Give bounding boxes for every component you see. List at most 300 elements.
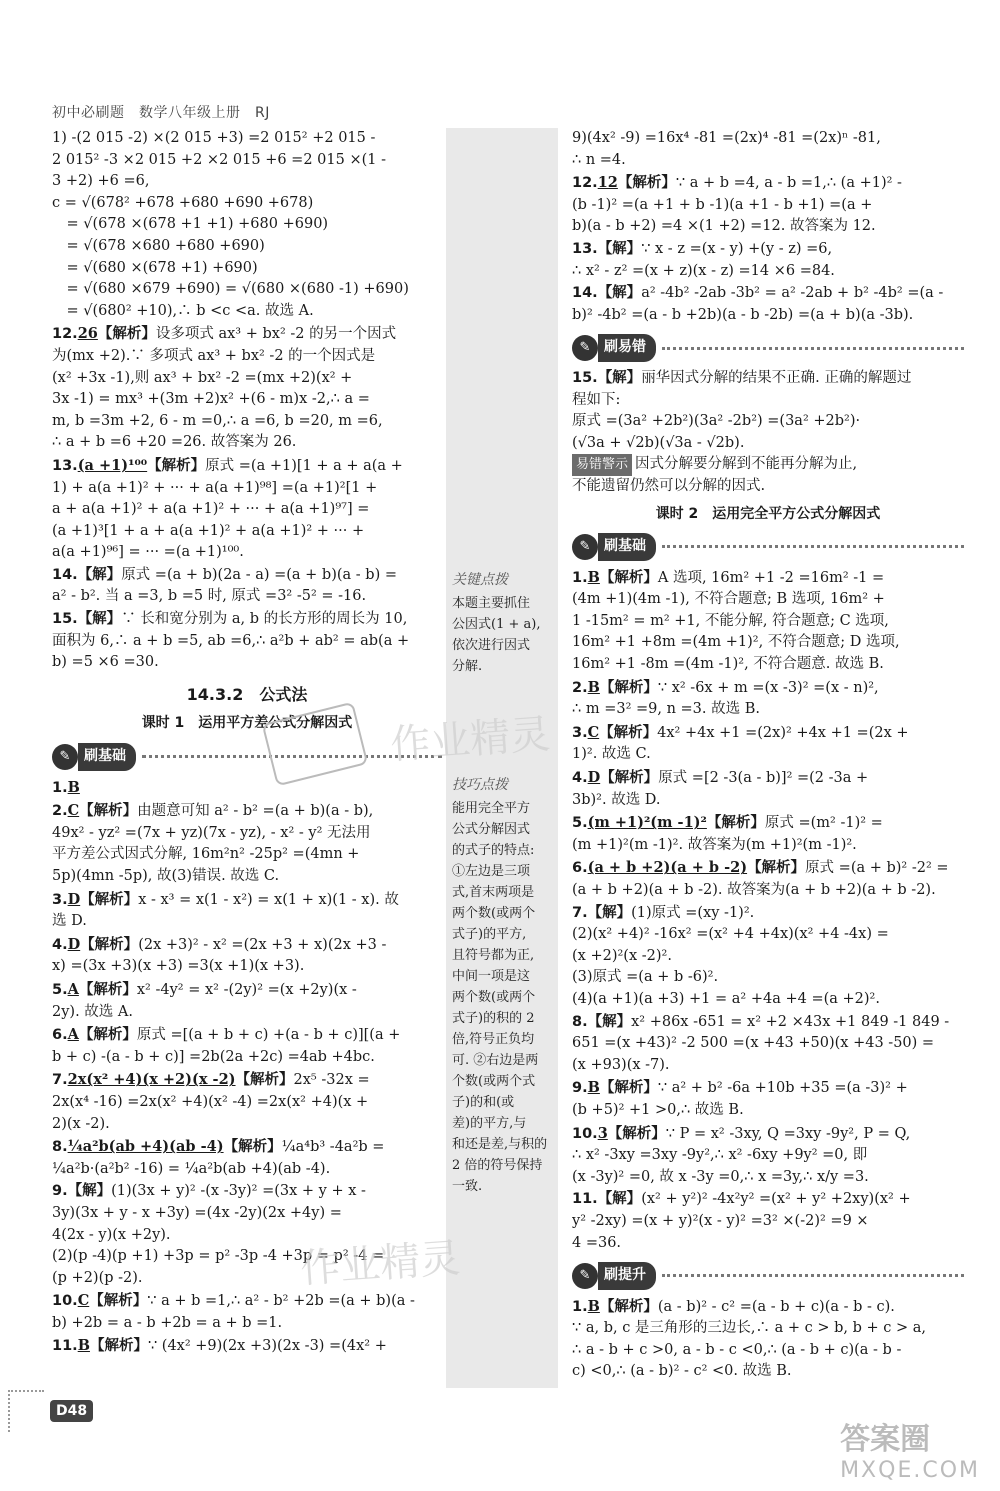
item-tag: 【解】 (587, 904, 632, 921)
item-text: a² - b². 当 a =3, b =5 时, 原式 =3² -5² = -16. (52, 588, 367, 605)
item-text: (p +2)(p -2). (52, 1269, 143, 1286)
item-tag: 【解析】 (607, 1125, 666, 1142)
left-basic-item (52, 1290, 442, 1334)
item-line (52, 1024, 442, 1047)
side-note-line: 式子)的积的 2 (452, 1011, 535, 1026)
item-line (52, 866, 442, 888)
item-line (572, 305, 964, 327)
item-line (572, 722, 964, 745)
item-line (52, 609, 442, 631)
side-note-key-points (452, 570, 552, 677)
right-item (572, 172, 964, 238)
item-text: (b -1)² =(a +1 + b -1)(a +1 - b +1) =(a + (572, 196, 873, 213)
item-tag: 【解】 (67, 1183, 112, 1200)
side-note-tips (452, 775, 552, 1197)
item-text: x² -4y² = x² -(2y)² =(x +2y)(x - (136, 981, 357, 998)
solution-line: = √(680² +10),∴ b <c <a. 故选 A. (52, 302, 314, 319)
item-tag: 【解】 (597, 369, 642, 386)
item-line (572, 195, 964, 217)
item-line (52, 1181, 442, 1203)
item-line (572, 812, 964, 835)
item-text: (x² +3x -1),则 ax³ + bx² -2 =(mx +2)(x² + (52, 369, 353, 386)
item-text: 4x² +4x +1 =(2x)² +4x +1 =(2x + (657, 724, 909, 741)
item-text: x) =(3x +3)(x +3) =3(x +1)(x +3). (52, 958, 305, 975)
left-item (52, 455, 442, 564)
right-basic-item (572, 677, 964, 721)
item-number: 5. (572, 815, 588, 832)
item-text: 原式 =[(a + b + c) +(a - b + c)][(a + (136, 1027, 401, 1044)
item-tag: 【解析】 (599, 1298, 658, 1315)
solution-line: 1) -(2 015 -2) ×(2 015 +3) =2 015² +2 015 - (52, 130, 376, 146)
item-answer: (a + b +2)(a + b -2) (587, 859, 748, 877)
item-line (52, 844, 442, 866)
item-text: (√3a + √2b)(√3a - √2b). (572, 434, 745, 451)
item-text: (3)原式 =(a + b -6)². (572, 969, 719, 986)
item-line (52, 432, 442, 454)
item-line (52, 542, 442, 564)
item-number: 5. (52, 981, 68, 998)
item-tag: 【解析】 (235, 1072, 294, 1089)
item-line (572, 1167, 964, 1189)
item-text: 选 D. (52, 913, 87, 930)
item-tag: 【解析】 (78, 1027, 137, 1044)
left-item (52, 609, 442, 674)
item-line (572, 1361, 964, 1383)
item-text: 平方差公式因式分解, 16m²n² -25p² =(4mn + (52, 846, 360, 863)
item-text: c) <0,∴ (a - b)² - c² <0. 故选 B. (572, 1363, 792, 1380)
right-basic-item (572, 812, 964, 856)
item-line (572, 611, 964, 633)
item-line (52, 478, 442, 500)
item-answer: (m +1)²(m -1)² (587, 814, 707, 832)
item-number: 14. (572, 285, 598, 302)
warning-line (572, 454, 964, 476)
item-text: 原式 =(3a² +2b²)(3a² -2b²) =(3a² +2b²)· (572, 413, 861, 430)
book-icon: ✎ (572, 335, 598, 361)
item-text: (1)原式 =(xy -1)². (631, 904, 755, 921)
item-line (52, 346, 442, 368)
item-line (572, 239, 964, 261)
item-text: (2)(p -4)(p +1) +3p = p² -3p -4 +3p = p² -4 = (52, 1248, 385, 1265)
item-text: 4 =36. (572, 1234, 622, 1251)
book-icon: ✎ (572, 534, 598, 560)
banner-label: 刷基础 (598, 533, 656, 561)
item-line (52, 1313, 442, 1335)
item-line (52, 652, 442, 674)
item-tag: 【解析】 (599, 1080, 658, 1097)
item-answer: C (587, 723, 600, 741)
item-text: b + c) -(a - b + c)] =2b(2a +2c) =4ab +4bc. (52, 1048, 375, 1065)
item-text: (a - b)² - c² =(a - b + c)(a - b - c). (657, 1298, 895, 1315)
item-line (572, 390, 964, 412)
item-line (572, 857, 964, 880)
banner-dots (662, 347, 964, 350)
item-line (572, 1055, 964, 1077)
right-basic-item (572, 857, 964, 901)
warning-label: 易错警示 (572, 454, 632, 476)
right-item (572, 239, 964, 282)
item-text: 为(mx +2).∵ 多项式 ax³ + bx² -2 的一个因式是 (52, 347, 376, 364)
item-text: 16m² +1 +8m =(4m +1)², 不符合题意; D 选项, (572, 634, 900, 651)
side-note-line: 中间一项是这 (452, 969, 531, 984)
item-tag: 【解析】 (223, 1139, 282, 1156)
left-basic-item (52, 1024, 442, 1068)
item-line (52, 389, 442, 411)
item-line (52, 911, 442, 933)
item-number: 12. (52, 326, 78, 343)
item-text: y² -2xy) =(x + y)²(x - y)² =3² ×(-2)² =9 × (572, 1212, 869, 1229)
item-text: 2y). 故选 A. (52, 1003, 133, 1020)
left-basic-item (52, 889, 442, 933)
item-text: b) +2b = a - b +2b = a + b =1. (52, 1314, 283, 1331)
item-line (572, 880, 964, 902)
item-number: 6. (572, 860, 588, 877)
section-title: 14.3.2 公式法 (186, 684, 308, 704)
solution-line: 3 +2) +6 =6, (52, 173, 150, 190)
item-text: a(a +1)⁹⁶] = ··· =(a +1)¹⁰⁰. (52, 544, 244, 561)
item-text: b)(a - b +2) =4 ×(1 +2) =12. 故答案为 12. (572, 218, 876, 235)
item-text: 原式 =[2 -3(a - b)]² =(2 -3a + (658, 770, 869, 787)
item-line (572, 989, 964, 1011)
item-number: 4. (52, 936, 68, 953)
item-text: ∴ a - b + c >0, a - b - c <0,∴ (a - b + c)(a - b - (572, 1341, 902, 1358)
side-note-line: 两个数(或两个 (452, 990, 536, 1005)
item-line (572, 835, 964, 857)
item-text: ∴ x² -3xy =3xy -9y²,∴ x² -6xy +9y² =0, 即 (572, 1147, 868, 1164)
item-tag: 【解】 (77, 611, 122, 628)
item-tag: 【解析】 (89, 1338, 148, 1355)
item-line (52, 800, 442, 823)
side-note-line: 式子)的平方, (452, 927, 527, 942)
item-tag: 【解析】 (147, 457, 206, 474)
item-number: 7. (52, 1072, 68, 1089)
item-answer: 3 (597, 1124, 608, 1142)
side-note-line: 本题主要抓住 (452, 596, 531, 611)
item-number: 1. (572, 569, 588, 586)
corner-decoration (8, 1390, 44, 1432)
item-text: a² -4b² -2ab -3b² = a² -2ab + b² -4b² =(a - (641, 285, 944, 302)
left-column (52, 128, 442, 1358)
item-answer: C (77, 1292, 90, 1310)
item-line (572, 1100, 964, 1122)
item-answer: B (587, 678, 600, 696)
logo-sub-text: MXQE.COM (840, 1458, 980, 1483)
side-note-line: 分解. (452, 659, 483, 674)
banner-label: 刷提升 (598, 1262, 656, 1290)
item-answer: B (587, 1079, 600, 1097)
item-text: 2)(x -2). (52, 1115, 110, 1132)
side-note-line: 依次进行因式 (452, 638, 531, 653)
item-line (52, 631, 442, 653)
item-line (52, 777, 442, 800)
right-basic-item (572, 1123, 964, 1189)
item-line (52, 1047, 442, 1069)
item-line (572, 654, 964, 676)
item-text: ∵ x² -6x + m =(x -3)² =(x - n)², (657, 679, 879, 696)
side-note-line: 公式分解因式 (452, 822, 531, 837)
side-note-line: 和还是差,与积的 (452, 1137, 548, 1152)
item-line (572, 567, 964, 590)
solution-line: 9)(4x² -9) =16x⁴ -81 =(2x)⁴ -81 =(2x)ⁿ -81, (572, 130, 881, 146)
item-text: ∵ a, b, c 是三角形的三边长,∴ a + c > b, b + c > a, (572, 1320, 927, 1337)
item-text: (2)(x² +4)² -16x² =(x² +4 +4x)(x² +4 -4x) = (572, 926, 889, 943)
item-line (52, 979, 442, 1002)
item-text: (4m +1)(4m -1), 不符合题意; B 选项, 16m² + (572, 591, 885, 608)
lesson-1-title: 课时 1 运用平方差公式分解因式 (141, 715, 353, 732)
item-text: 3x -1) = mx³ +(3m +2)x² +(6 - m)x -2,∴ a = (52, 391, 370, 408)
item-text: ∵ a + b =1,∴ a² - b² +2b =(a + b)(a - (147, 1293, 415, 1310)
item-tag: 【解】 (587, 1013, 632, 1030)
item-number: 3. (52, 891, 68, 908)
side-note-line: 2 倍的符号保持 (452, 1158, 543, 1173)
right-basic-item (572, 767, 964, 811)
item-number: 6. (52, 1027, 68, 1044)
item-text: x - x³ = x(1 - x²) = x(1 + x)(1 - x). 故 (138, 891, 399, 908)
solution-line: 2 015² -3 ×2 015 +2 ×2 015 +6 =2 015 ×(1 - (52, 151, 386, 168)
item-text: ¼a⁴b³ -4a²b = (281, 1139, 385, 1156)
item-tag: 【解析】 (97, 326, 156, 343)
item-number: 1. (572, 1298, 588, 1315)
item-answer: B (67, 778, 80, 796)
item-tag: 【解】 (597, 240, 642, 257)
item-text: b) =5 ×6 =30. (52, 654, 159, 671)
item-answer: A (67, 1026, 79, 1044)
item-tag: 【解析】 (80, 936, 139, 953)
item-tag: 【解析】 (79, 803, 138, 820)
solution-line: ∴ n =4. (572, 151, 626, 168)
right-wrong-item (572, 368, 964, 454)
side-note-title: 技巧点拨 (452, 777, 508, 793)
item-line (572, 699, 964, 721)
item-number: 13. (52, 457, 78, 474)
item-answer: B (77, 1337, 90, 1355)
item-text: 原式 =(a + b)(2a - a) =(a + b)(a - b) = (121, 566, 397, 583)
item-tag: 【解析】 (89, 1293, 148, 1310)
item-text: ¼a²b·(a²b² -16) = ¼a²b(ab +4)(ab -4). (52, 1160, 331, 1177)
side-note-line: 可. ②右边是两 (452, 1053, 539, 1068)
banner-wrong (572, 334, 964, 362)
item-line (52, 499, 442, 521)
item-answer: 2x(x² +4)(x +2)(x -2) (67, 1071, 236, 1089)
left-item (52, 565, 442, 608)
item-tag: 【解析】 (747, 860, 806, 877)
item-line (572, 1123, 964, 1146)
item-answer: 26 (77, 325, 98, 343)
side-note-line: 倍,符号正负均 (452, 1032, 535, 1047)
left-basic-item (52, 1136, 442, 1180)
item-text: (b +5)² +1 >0,∴ 故选 B. (572, 1101, 744, 1118)
item-text: ∵ P = x² -3xy, Q =3xy -9y², P = Q, (665, 1125, 911, 1142)
side-note-line: 能用完全平方 (452, 801, 531, 816)
item-number: 11. (52, 1338, 78, 1355)
item-text: 3b)². 故选 D. (572, 791, 661, 808)
right-basic-item (572, 1189, 964, 1254)
item-number: 2. (572, 679, 588, 696)
item-line (572, 261, 964, 283)
item-text: 程如下: (572, 391, 621, 408)
right-basic-item (572, 567, 964, 676)
item-answer: B (587, 1297, 600, 1315)
item-answer: 12 (597, 174, 618, 192)
item-line (52, 586, 442, 608)
item-tag: 【解析】 (78, 981, 137, 998)
item-line (572, 283, 964, 305)
item-text: (x² + y²)² -4x²y² =(x² + y² +2xy)(x² + (641, 1191, 911, 1208)
item-tag: 【解析】 (706, 815, 765, 832)
item-number: 9. (52, 1183, 68, 1200)
lesson-2-title: 课时 2 运用完全平方公式分解因式 (655, 505, 881, 522)
item-line (52, 521, 442, 543)
side-note-line: 差)的平方,与 (452, 1116, 527, 1131)
left-basic-item (52, 1335, 442, 1358)
site-logo (840, 1414, 980, 1483)
item-number: 7. (572, 904, 588, 921)
item-text: ∵ a + b =4, a - b =1,∴ (a +1)² - (675, 175, 902, 192)
item-tag: 【解】 (77, 566, 122, 583)
item-line (52, 1203, 442, 1225)
item-line (52, 323, 442, 346)
item-line (572, 1340, 964, 1362)
right-basic-item (572, 722, 964, 766)
watermark-text-2: 作业精灵 (298, 1235, 462, 1293)
item-line (572, 946, 964, 968)
item-number: 11. (572, 1191, 598, 1208)
book-icon: ✎ (52, 744, 78, 770)
side-note-title: 关键点拨 (452, 572, 508, 588)
item-answer: D (587, 769, 601, 787)
page-number: D48 (50, 1400, 93, 1422)
item-line (572, 589, 964, 611)
item-text: (m +1)²(m -1)². 故答案为(m +1)²(m -1)². (572, 836, 857, 853)
item-line (572, 1012, 964, 1034)
item-text: ∵ a² + b² -6a +10b +35 =(a -3)² + (657, 1080, 908, 1097)
item-answer: A (67, 980, 79, 998)
item-text: m, b =3m +2, 6 - m =0,∴ a =6, b =20, m =6, (52, 412, 383, 429)
item-line (572, 767, 964, 790)
right-column (572, 128, 964, 1383)
item-text: 原式 =(m² -1)² = (764, 815, 883, 832)
item-line (572, 790, 964, 812)
banner-label: 刷基础 (78, 743, 136, 771)
item-line (52, 1136, 442, 1159)
item-text: (2x +3)² - x² =(2x +3 + x)(2x +3 - (138, 936, 387, 953)
warning-text-2: 不能遗留仍然可以分解的因式. (572, 477, 766, 494)
left-basic-item (52, 979, 442, 1023)
item-line (52, 1159, 442, 1181)
item-answer: D (67, 935, 81, 953)
left-basic-item (52, 777, 442, 800)
item-text: A 选项, 16m² +1 -2 =16m² -1 = (657, 569, 885, 586)
right-basic-item (572, 1012, 964, 1077)
right-basic-item (572, 903, 964, 1011)
solution-line: = √(678 ×680 +680 +690) (52, 237, 265, 254)
item-line (572, 677, 964, 700)
item-line (572, 967, 964, 989)
banner-label: 刷易错 (598, 334, 656, 362)
item-line (572, 1318, 964, 1340)
item-text: ∵ x - z =(x - y) +(y - z) =6, (641, 240, 833, 257)
item-line (572, 1189, 964, 1211)
item-tag: 【解析】 (599, 569, 658, 586)
item-text: 原式 =(a + b)² -2² = (805, 860, 949, 877)
item-line (52, 411, 442, 433)
book-icon: ✎ (572, 1263, 598, 1289)
solution-line: = √(678 ×(678 +1 +1) +680 +690) (52, 216, 329, 233)
item-line (572, 903, 964, 925)
item-line (52, 823, 442, 845)
warning-text: 因式分解要分解到不能再分解为止, (635, 456, 858, 473)
item-answer: C (67, 802, 80, 820)
item-text: ∴ a + b =6 +20 =26. 故答案为 26. (52, 434, 297, 451)
item-number: 8. (572, 1013, 588, 1030)
left-basic-item (52, 934, 442, 978)
item-line (52, 934, 442, 957)
item-number: 14. (52, 566, 78, 583)
item-text: x² +86x -651 = x² +2 ×43x +1 849 -1 849 - (631, 1013, 950, 1030)
item-text: b)² -4b² =(a - b +2b)(a - b -2b) =(a + b)(a -3b). (572, 306, 914, 323)
item-line (52, 368, 442, 390)
item-text: 由题意可知 a² - b² =(a + b)(a - b), (137, 803, 374, 820)
item-tag: 【解析】 (599, 679, 658, 696)
item-line (572, 172, 964, 195)
item-tag: 【解析】 (600, 770, 659, 787)
item-line (572, 744, 964, 766)
item-line (572, 1033, 964, 1055)
banner-basic (52, 743, 442, 771)
side-note-line: ①左边是三项 (452, 864, 531, 879)
item-text: 4(2x - y)(x +2y). (52, 1226, 171, 1243)
item-line (572, 1211, 964, 1233)
item-number: 12. (572, 175, 598, 192)
item-text: (a +1)³[1 + a + a(a +1)² + a(a +1)² + ··· + (52, 522, 365, 539)
item-tag: 【解】 (597, 285, 642, 302)
banner-dots (662, 1274, 964, 1277)
item-line (52, 1290, 442, 1313)
item-tag: 【解析】 (599, 724, 658, 741)
item-text: a + a(a +1)² + a(a +1)² + ··· + a(a +1)⁹⁷] = (52, 501, 370, 518)
item-line (52, 1114, 442, 1136)
watermark-text: 作业精灵 (388, 711, 552, 769)
item-line (572, 1077, 964, 1100)
item-text: (a + b +2)(a + b -2). 故答案为(a + b +2)(a + b -2). (572, 882, 936, 898)
item-text: 1 -15m² = m² +1, 不能分解, 符合题意; C 选项, (572, 612, 889, 629)
item-tag: 【解析】 (80, 891, 139, 908)
item-line (572, 1233, 964, 1255)
item-text: ∴ m =3² =9, n =3. 故选 B. (572, 701, 760, 718)
item-text: 丽华因式分解的结果不正确. 正确的解题过 (641, 369, 912, 386)
right-basic-item (572, 1077, 964, 1121)
item-number: 10. (572, 1125, 598, 1142)
item-number: 9. (572, 1080, 588, 1097)
item-line (52, 1002, 442, 1024)
solution-line: = √(680 ×(678 +1) +690) (52, 259, 258, 276)
left-item (52, 323, 442, 454)
running-header: 初中必刷题 数学八年级上册 RJ (52, 105, 270, 121)
item-answer: B (587, 568, 600, 586)
item-line (572, 368, 964, 390)
item-text: 651 =(x +43)² -2 500 =(x +43 +50)(x +43 -50) = (572, 1035, 935, 1052)
item-number: 13. (572, 240, 598, 257)
item-line (572, 216, 964, 238)
side-note-line: 且符号都为正, (452, 948, 535, 963)
item-tag: 【解析】 (617, 175, 676, 192)
item-line (52, 1335, 442, 1358)
item-text: 1) + a(a +1)² + ··· + a(a +1)⁹⁸] =(a +1)²[1 + (52, 479, 378, 496)
item-text: 1)². 故选 C. (572, 746, 651, 763)
item-text: ∵ 长和宽分别为 a, b 的长方形的周长为 10, (121, 611, 408, 628)
side-note-line: 个数(或两个式 (452, 1074, 536, 1089)
item-line (572, 1296, 964, 1319)
